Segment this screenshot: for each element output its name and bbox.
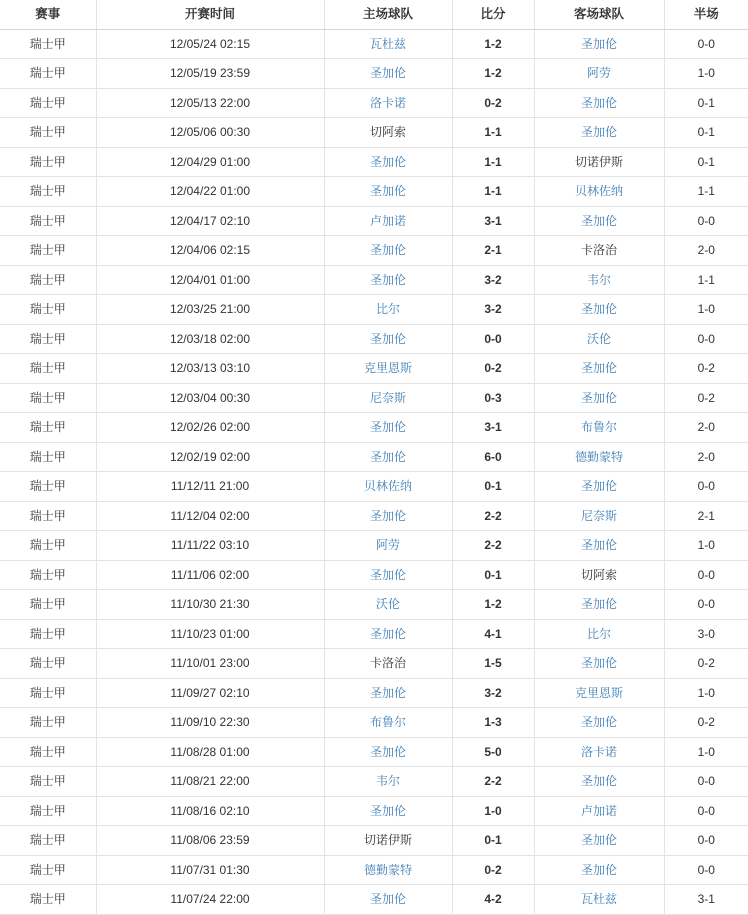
cell-halftime-score: 0-2 [664,354,748,384]
cell-score: 3-2 [452,678,534,708]
cell-halftime-score: 0-0 [664,29,748,59]
cell-away-team[interactable] [534,501,664,531]
cell-league: 瑞士甲 [0,472,96,502]
table-row [0,796,748,826]
cell-score: 2-2 [452,767,534,797]
home-team-link[interactable]: 德勤蒙特 [363,862,412,877]
column-header-kickoff-time: 开赛时间 [96,0,324,29]
cell-kickoff-time: 12/05/06 00:30 [96,118,324,148]
cell-away-team: 切诺伊斯 [534,147,664,177]
cell-score: 3-2 [452,265,534,295]
home-team-link[interactable]: 尼奈斯 [369,390,406,405]
cell-score: 0-1 [452,560,534,590]
cell-home-team[interactable] [324,29,452,59]
cell-kickoff-time: 11/10/01 23:00 [96,649,324,679]
cell-league: 瑞士甲 [0,560,96,590]
table-row [0,501,748,531]
away-team-link[interactable]: 圣加伦 [580,656,617,670]
cell-halftime-score: 0-2 [664,383,748,413]
table-row [0,118,748,148]
cell-away-team[interactable] [534,29,664,59]
cell-kickoff-time: 12/04/06 02:15 [96,236,324,266]
home-team-link[interactable]: 圣加伦 [369,243,406,257]
cell-score: 4-2 [452,885,534,915]
cell-away-team[interactable] [534,708,664,738]
cell-away-team: 卡洛治 [534,236,664,266]
away-team-link[interactable]: 贝林佐纳 [574,184,623,198]
cell-home-team[interactable] [324,88,452,118]
cell-league: 瑞士甲 [0,855,96,885]
column-header-away-team: 客场球队 [534,0,664,29]
cell-home-team: 切阿索 [324,118,452,148]
away-team-link[interactable]: 圣加伦 [580,715,617,729]
cell-home-team[interactable] [324,442,452,472]
cell-home-team[interactable] [324,708,452,738]
column-header-league: 赛事 [0,0,96,29]
cell-league: 瑞士甲 [0,678,96,708]
away-team-link[interactable]: 圣加伦 [580,833,617,847]
away-team-link[interactable]: 圣加伦 [580,479,617,493]
cell-kickoff-time: 11/08/16 02:10 [96,796,324,826]
cell-league: 瑞士甲 [0,324,96,354]
cell-away-team[interactable] [534,619,664,649]
cell-away-team[interactable] [534,531,664,561]
home-team-link[interactable]: 圣加伦 [369,744,406,759]
table-row [0,88,748,118]
cell-away-team[interactable] [534,737,664,767]
cell-league: 瑞士甲 [0,531,96,561]
cell-kickoff-time: 12/05/24 02:15 [96,29,324,59]
home-team-link[interactable]: 圣加伦 [369,685,406,700]
cell-halftime-score: 1-0 [664,295,748,325]
home-team-link[interactable]: 卢加诺 [369,213,406,228]
table-row [0,383,748,413]
cell-league: 瑞士甲 [0,885,96,915]
away-team-link[interactable]: 德勤蒙特 [574,449,623,464]
cell-score: 0-0 [452,324,534,354]
table-body [0,29,748,914]
table-row [0,590,748,620]
cell-score: 1-1 [452,118,534,148]
cell-league: 瑞士甲 [0,737,96,767]
cell-home-team[interactable] [324,619,452,649]
table-row [0,708,748,738]
cell-home-team[interactable] [324,383,452,413]
cell-kickoff-time: 11/10/30 21:30 [96,590,324,620]
cell-halftime-score: 3-0 [664,619,748,649]
away-team-link[interactable]: 圣加伦 [580,361,617,375]
cell-league: 瑞士甲 [0,354,96,384]
cell-league: 瑞士甲 [0,177,96,207]
cell-halftime-score: 2-0 [664,442,748,472]
away-team-link[interactable]: 圣加伦 [580,125,617,139]
cell-league: 瑞士甲 [0,826,96,856]
cell-league: 瑞士甲 [0,236,96,266]
cell-score: 2-2 [452,501,534,531]
cell-league: 瑞士甲 [0,206,96,236]
cell-kickoff-time: 12/02/19 02:00 [96,442,324,472]
cell-away-team[interactable] [534,649,664,679]
home-team-link[interactable]: 圣加伦 [369,626,406,641]
cell-halftime-score: 0-0 [664,767,748,797]
table-row [0,737,748,767]
table-row [0,472,748,502]
cell-kickoff-time: 11/09/27 02:10 [96,678,324,708]
table-header [0,0,748,29]
cell-away-team[interactable] [534,324,664,354]
cell-score: 3-2 [452,295,534,325]
cell-score: 0-2 [452,855,534,885]
home-team-link[interactable]: 沃伦 [375,597,400,611]
away-team-link[interactable]: 圣加伦 [580,390,617,405]
cell-home-team[interactable] [324,177,452,207]
cell-away-team[interactable] [534,826,664,856]
table-row [0,29,748,59]
cell-halftime-score: 0-0 [664,590,748,620]
cell-kickoff-time: 12/04/29 01:00 [96,147,324,177]
cell-halftime-score: 0-0 [664,560,748,590]
cell-home-team: 卡洛治 [324,649,452,679]
table-row [0,885,748,915]
cell-halftime-score: 0-0 [664,472,748,502]
cell-halftime-score: 0-2 [664,708,748,738]
cell-score: 3-1 [452,206,534,236]
cell-score: 0-1 [452,472,534,502]
cell-score: 3-1 [452,413,534,443]
cell-halftime-score: 0-1 [664,88,748,118]
cell-home-team[interactable] [324,885,452,915]
home-team-link[interactable]: 圣加伦 [369,567,406,582]
cell-halftime-score: 0-0 [664,855,748,885]
away-team-link[interactable]: 比尔 [586,626,611,641]
cell-score: 1-2 [452,590,534,620]
cell-league: 瑞士甲 [0,796,96,826]
cell-kickoff-time: 12/04/17 02:10 [96,206,324,236]
table-row [0,295,748,325]
cell-score: 0-2 [452,354,534,384]
cell-away-team[interactable] [534,442,664,472]
cell-halftime-score: 0-0 [664,796,748,826]
cell-home-team[interactable] [324,678,452,708]
cell-home-team[interactable] [324,531,452,561]
table-row [0,531,748,561]
home-team-link[interactable]: 贝林佐纳 [363,479,412,493]
cell-kickoff-time: 12/02/26 02:00 [96,413,324,443]
cell-home-team[interactable] [324,59,452,89]
cell-score: 1-1 [452,147,534,177]
cell-halftime-score: 0-2 [664,649,748,679]
cell-halftime-score: 1-0 [664,531,748,561]
cell-away-team[interactable] [534,118,664,148]
cell-league: 瑞士甲 [0,649,96,679]
home-team-link[interactable]: 瓦杜兹 [369,36,406,51]
cell-away-team[interactable] [534,295,664,325]
cell-away-team[interactable] [534,590,664,620]
cell-score: 1-2 [452,29,534,59]
cell-kickoff-time: 12/04/01 01:00 [96,265,324,295]
cell-kickoff-time: 11/11/22 03:10 [96,531,324,561]
home-team-link[interactable]: 圣加伦 [369,331,406,346]
cell-kickoff-time: 11/08/06 23:59 [96,826,324,856]
cell-home-team[interactable] [324,265,452,295]
cell-score: 5-0 [452,737,534,767]
cell-score: 0-1 [452,826,534,856]
cell-kickoff-time: 11/12/11 21:00 [96,472,324,502]
cell-league: 瑞士甲 [0,118,96,148]
away-team-link[interactable]: 圣加伦 [580,774,617,788]
column-header-halftime: 半场 [664,0,748,29]
away-team-link[interactable]: 洛卡诺 [580,744,617,759]
home-team-link[interactable]: 克里恩斯 [363,361,412,375]
cell-halftime-score: 3-1 [664,885,748,915]
cell-away-team: 切阿索 [534,560,664,590]
home-team-link[interactable]: 圣加伦 [369,803,406,818]
cell-away-team[interactable] [534,59,664,89]
away-team-link[interactable]: 阿劳 [586,66,611,80]
cell-halftime-score: 1-1 [664,177,748,207]
home-team-link[interactable]: 圣加伦 [369,892,406,906]
cell-halftime-score: 1-0 [664,59,748,89]
away-team-link[interactable]: 沃伦 [586,331,611,346]
table-row [0,826,748,856]
table-row [0,177,748,207]
cell-league: 瑞士甲 [0,265,96,295]
cell-away-team[interactable] [534,796,664,826]
cell-league: 瑞士甲 [0,383,96,413]
cell-away-team[interactable] [534,265,664,295]
cell-league: 瑞士甲 [0,147,96,177]
cell-kickoff-time: 11/11/06 02:00 [96,560,324,590]
home-team-link[interactable]: 圣加伦 [369,272,406,287]
cell-kickoff-time: 11/09/10 22:30 [96,708,324,738]
cell-score: 2-2 [452,531,534,561]
cell-kickoff-time: 11/07/24 22:00 [96,885,324,915]
home-team-link[interactable]: 圣加伦 [369,154,406,169]
cell-away-team[interactable] [534,885,664,915]
cell-league: 瑞士甲 [0,501,96,531]
cell-halftime-score: 0-0 [664,206,748,236]
cell-away-team[interactable] [534,678,664,708]
cell-home-team[interactable] [324,324,452,354]
away-team-link[interactable]: 圣加伦 [580,597,617,611]
cell-kickoff-time: 11/07/31 01:30 [96,855,324,885]
cell-home-team[interactable] [324,354,452,384]
cell-away-team[interactable] [534,88,664,118]
cell-score: 0-2 [452,88,534,118]
home-team-link[interactable]: 圣加伦 [369,449,406,464]
cell-halftime-score: 2-1 [664,501,748,531]
away-team-link[interactable]: 卢加诺 [580,803,617,818]
away-team-link[interactable]: 圣加伦 [580,95,617,110]
cell-home-team[interactable] [324,501,452,531]
cell-halftime-score: 1-0 [664,737,748,767]
cell-score: 1-2 [452,59,534,89]
cell-league: 瑞士甲 [0,619,96,649]
cell-league: 瑞士甲 [0,88,96,118]
cell-home-team[interactable] [324,472,452,502]
cell-league: 瑞士甲 [0,295,96,325]
cell-home-team[interactable] [324,206,452,236]
cell-home-team[interactable] [324,796,452,826]
cell-halftime-score: 2-0 [664,413,748,443]
home-team-link[interactable]: 布鲁尔 [369,715,406,729]
cell-home-team[interactable] [324,147,452,177]
table-row [0,147,748,177]
cell-league: 瑞士甲 [0,767,96,797]
cell-kickoff-time: 12/05/19 23:59 [96,59,324,89]
cell-home-team[interactable] [324,590,452,620]
cell-kickoff-time: 12/03/25 21:00 [96,295,324,325]
cell-home-team[interactable] [324,295,452,325]
cell-kickoff-time: 12/03/18 02:00 [96,324,324,354]
cell-away-team[interactable] [534,767,664,797]
cell-score: 6-0 [452,442,534,472]
cell-league: 瑞士甲 [0,59,96,89]
cell-home-team[interactable] [324,855,452,885]
column-header-home-team: 主场球队 [324,0,452,29]
cell-away-team[interactable] [534,855,664,885]
cell-league: 瑞士甲 [0,413,96,443]
home-team-link[interactable]: 圣加伦 [369,184,406,198]
cell-score: 1-5 [452,649,534,679]
cell-home-team[interactable] [324,560,452,590]
home-team-link[interactable]: 圣加伦 [369,420,406,434]
cell-away-team[interactable] [534,472,664,502]
cell-home-team[interactable] [324,767,452,797]
table-row [0,206,748,236]
table-row [0,236,748,266]
table-row [0,619,748,649]
home-team-link[interactable]: 比尔 [375,302,400,316]
cell-score: 2-1 [452,236,534,266]
away-team-link[interactable]: 韦尔 [586,272,611,287]
cell-kickoff-time: 11/08/28 01:00 [96,737,324,767]
cell-halftime-score: 0-1 [664,147,748,177]
home-team-link[interactable]: 阿劳 [375,538,400,552]
table-row [0,324,748,354]
away-team-link[interactable]: 尼奈斯 [580,508,617,523]
column-header-score: 比分 [452,0,534,29]
cell-kickoff-time: 11/12/04 02:00 [96,501,324,531]
away-team-link[interactable]: 圣加伦 [580,862,617,877]
cell-home-team[interactable] [324,236,452,266]
table-row [0,442,748,472]
cell-home-team[interactable] [324,737,452,767]
home-team-link[interactable]: 韦尔 [375,774,400,788]
cell-league: 瑞士甲 [0,708,96,738]
home-team-link[interactable]: 圣加伦 [369,508,406,523]
home-team-link[interactable]: 洛卡诺 [369,95,406,110]
table-header-row [0,0,748,29]
table-row [0,265,748,295]
cell-halftime-score: 1-0 [664,678,748,708]
table-row [0,413,748,443]
cell-score: 1-0 [452,796,534,826]
cell-score: 1-3 [452,708,534,738]
cell-halftime-score: 2-0 [664,236,748,266]
home-team-link[interactable]: 圣加伦 [369,66,406,80]
cell-kickoff-time: 11/08/21 22:00 [96,767,324,797]
cell-home-team: 切诺伊斯 [324,826,452,856]
cell-home-team[interactable] [324,413,452,443]
table-row [0,678,748,708]
cell-league: 瑞士甲 [0,29,96,59]
cell-away-team[interactable] [534,206,664,236]
away-team-link[interactable]: 圣加伦 [580,36,617,51]
cell-kickoff-time: 12/04/22 01:00 [96,177,324,207]
cell-league: 瑞士甲 [0,590,96,620]
away-team-link[interactable]: 克里恩斯 [574,685,623,700]
cell-halftime-score: 1-1 [664,265,748,295]
cell-away-team[interactable] [534,413,664,443]
table-row [0,855,748,885]
cell-halftime-score: 0-1 [664,118,748,148]
cell-kickoff-time: 12/05/13 22:00 [96,88,324,118]
cell-score: 0-3 [452,383,534,413]
away-team-link[interactable]: 圣加伦 [580,302,617,316]
table-row [0,560,748,590]
cell-kickoff-time: 12/03/13 03:10 [96,354,324,384]
away-team-link[interactable]: 圣加伦 [580,538,617,552]
away-team-link[interactable]: 瓦杜兹 [580,892,617,906]
cell-away-team[interactable] [534,354,664,384]
away-team-link[interactable]: 圣加伦 [580,213,617,228]
table-row [0,59,748,89]
cell-kickoff-time: 11/10/23 01:00 [96,619,324,649]
table-row [0,354,748,384]
table-row [0,767,748,797]
table-row [0,649,748,679]
cell-score: 4-1 [452,619,534,649]
cell-away-team[interactable] [534,383,664,413]
away-team-link[interactable]: 布鲁尔 [580,420,617,434]
cell-halftime-score: 0-0 [664,826,748,856]
cell-kickoff-time: 12/03/04 00:30 [96,383,324,413]
cell-halftime-score: 0-0 [664,324,748,354]
cell-league: 瑞士甲 [0,442,96,472]
cell-score: 1-1 [452,177,534,207]
cell-away-team[interactable] [534,177,664,207]
